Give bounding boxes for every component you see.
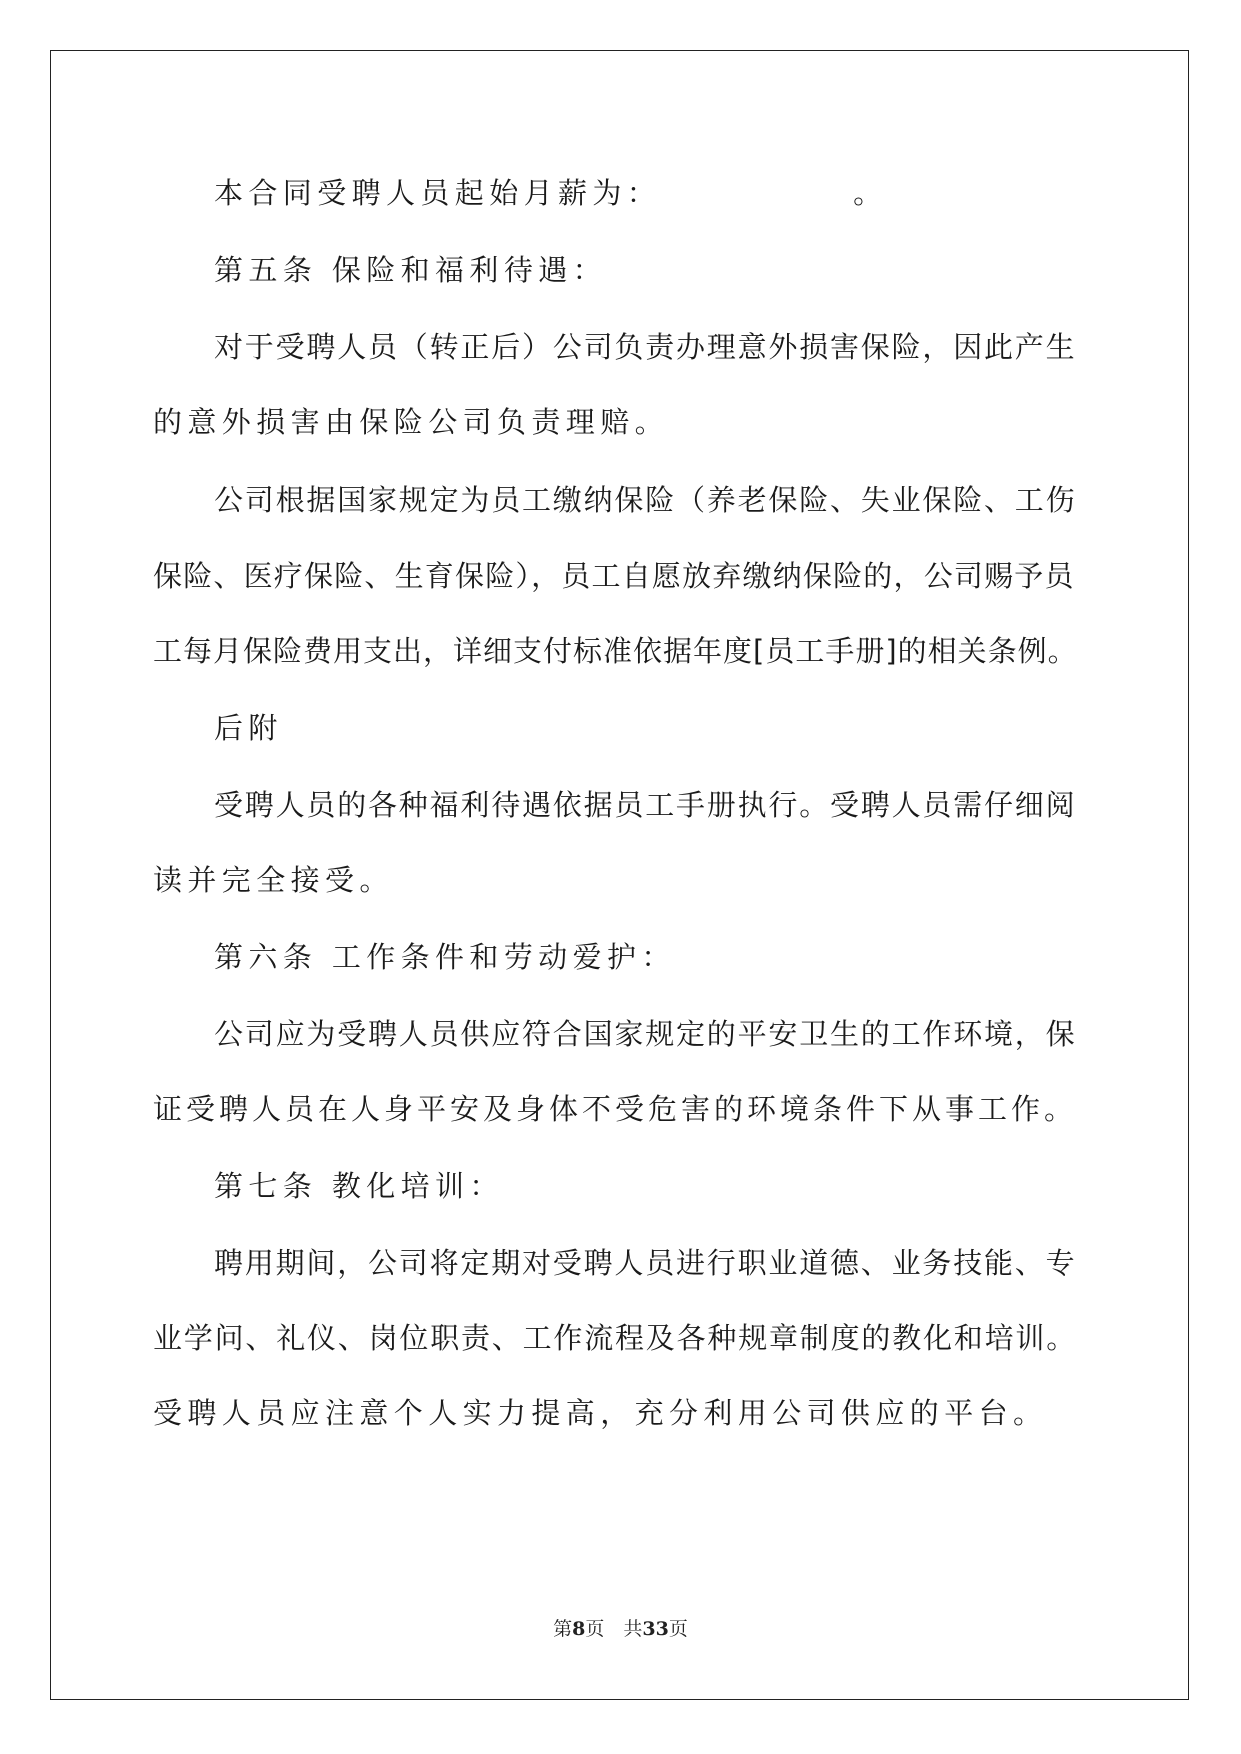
paragraph-line: 后附 [214, 711, 283, 745]
paragraph-line: 对于受聘人员（转正后）公司负责办理意外损害保险，因此产生 [214, 330, 1077, 364]
paragraph-line: 公司根据国家规定为员工缴纳保险（养老保险、失业保险、工伤 [214, 483, 1077, 517]
paragraph-line: 保险、医疗保险、生育保险），员工自愿放弃缴纳保险的，公司赐予员 [153, 559, 1075, 593]
total-page-number: 33 [642, 1618, 669, 1640]
paragraph-line: 公司应为受聘人员供应符合国家规定的平安卫生的工作环境，保 [214, 1017, 1077, 1051]
paragraph-line: 业学问、礼仪、岗位职责、工作流程及各种规章制度的教化和培训。 [153, 1321, 1078, 1355]
current-page-number: 8 [572, 1618, 586, 1640]
paragraph-line: 读并完全接受。 [153, 863, 394, 897]
paragraph-line: 本合同受聘人员起始月薪为： 。 [214, 176, 888, 210]
section-heading: 第六条 工作条件和劳动爱护： [214, 940, 676, 974]
paragraph-line: 证受聘人员在人身平安及身体不受危害的环境条件下从事工作。 [153, 1092, 1078, 1126]
paragraph-line: 受聘人员的各种福利待遇依据员工手册执行。受聘人员需仔细阅 [214, 788, 1077, 822]
footer-suffix: 页 [668, 1618, 688, 1640]
page-footer [0, 1616, 1241, 1642]
footer-prefix: 第 [553, 1618, 573, 1640]
footer-mid: 页 共 [585, 1618, 643, 1640]
paragraph-line: 的意外损害由保险公司负责理赔。 [153, 405, 670, 439]
section-heading: 第七条 教化培训： [214, 1169, 504, 1203]
section-heading: 第五条 保险和福利待遇： [214, 253, 608, 287]
paragraph-line: 受聘人员应注意个人实力提高，充分利用公司供应的平台。 [153, 1396, 1048, 1430]
paragraph-line: 工每月保险费用支出，详细支付标准依据年度[员工手册]的相关条例。 [153, 634, 1078, 668]
paragraph-line: 聘用期间，公司将定期对受聘人员进行职业道德、业务技能、专 [214, 1246, 1077, 1280]
